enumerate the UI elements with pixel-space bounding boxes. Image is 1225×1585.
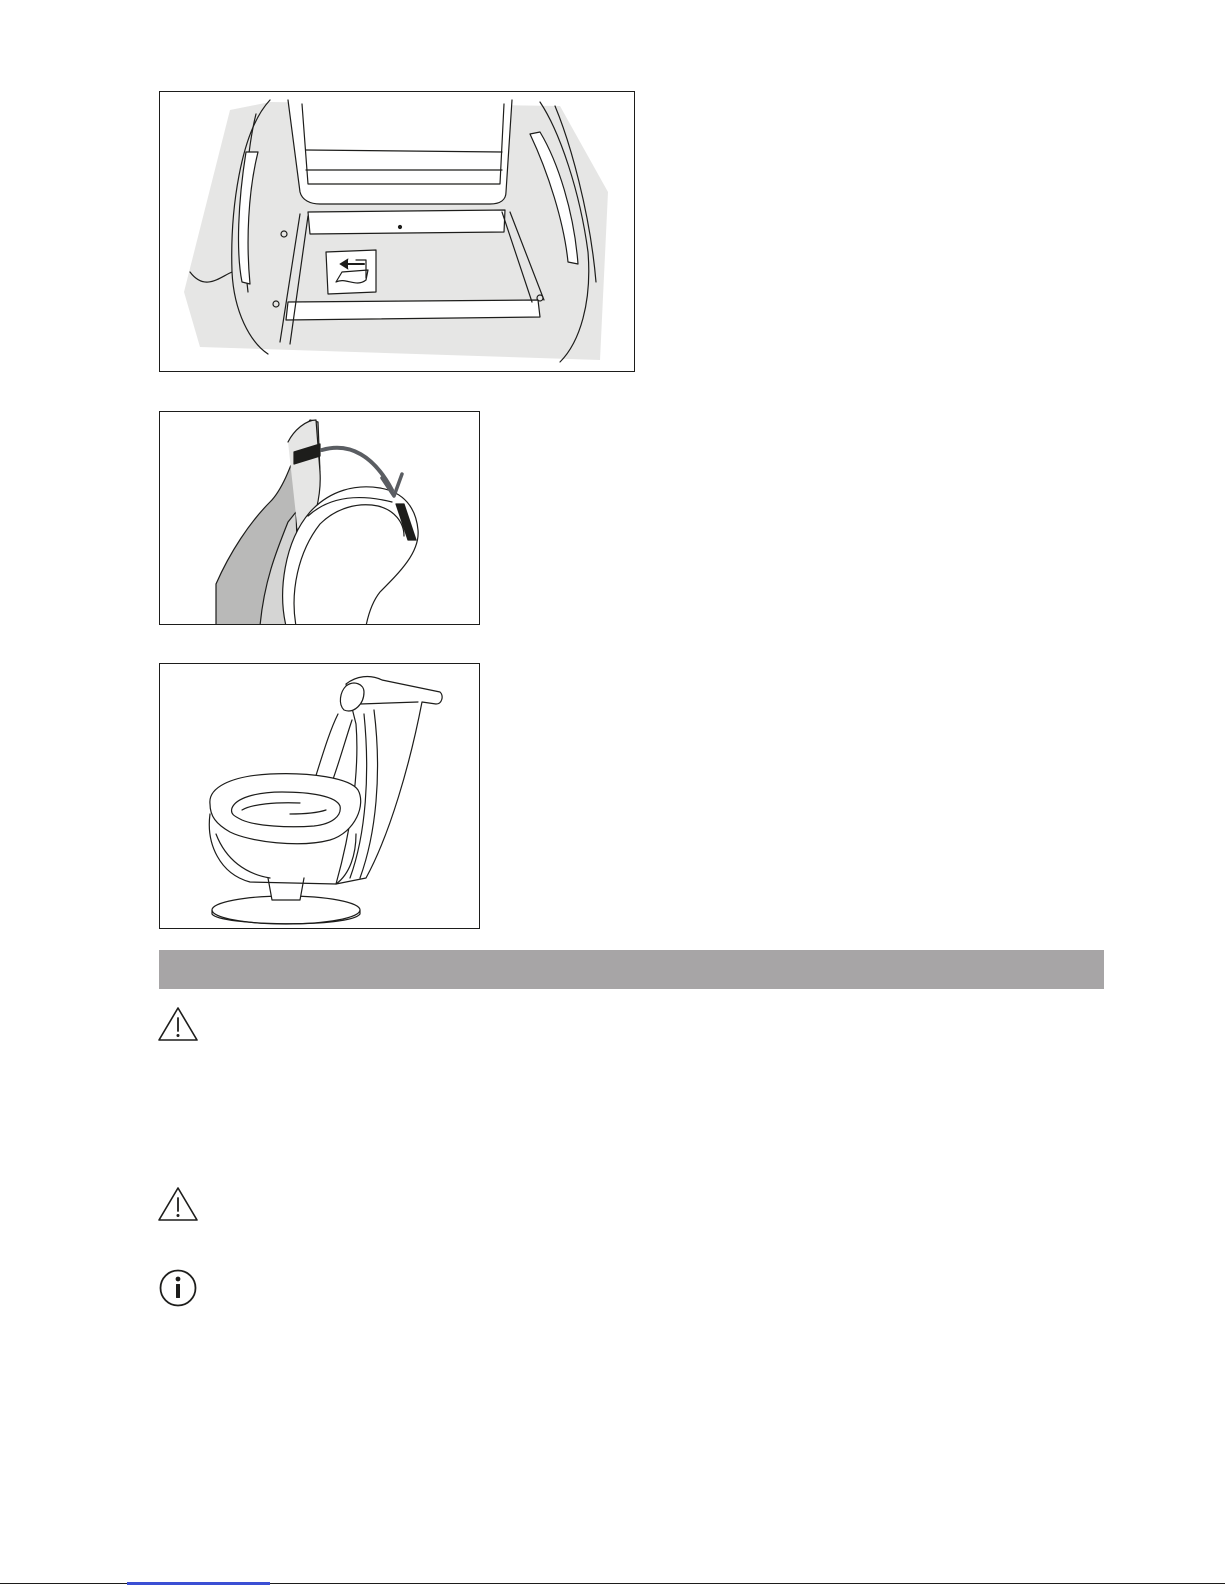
figure-assembled-chair xyxy=(159,663,480,929)
backrest-fold-illustration xyxy=(160,412,480,625)
figure-backrest-fold xyxy=(159,411,480,625)
massage-chair-assembled-illustration xyxy=(160,664,480,929)
warning-triangle-icon xyxy=(157,1006,199,1048)
section-heading-text xyxy=(159,950,1104,966)
chair-base-frame-illustration xyxy=(160,92,635,372)
warning-triangle-icon xyxy=(157,1186,199,1228)
figure-chair-frame xyxy=(159,91,635,372)
section-heading-bar xyxy=(159,950,1104,989)
info-circle-icon xyxy=(158,1268,200,1310)
